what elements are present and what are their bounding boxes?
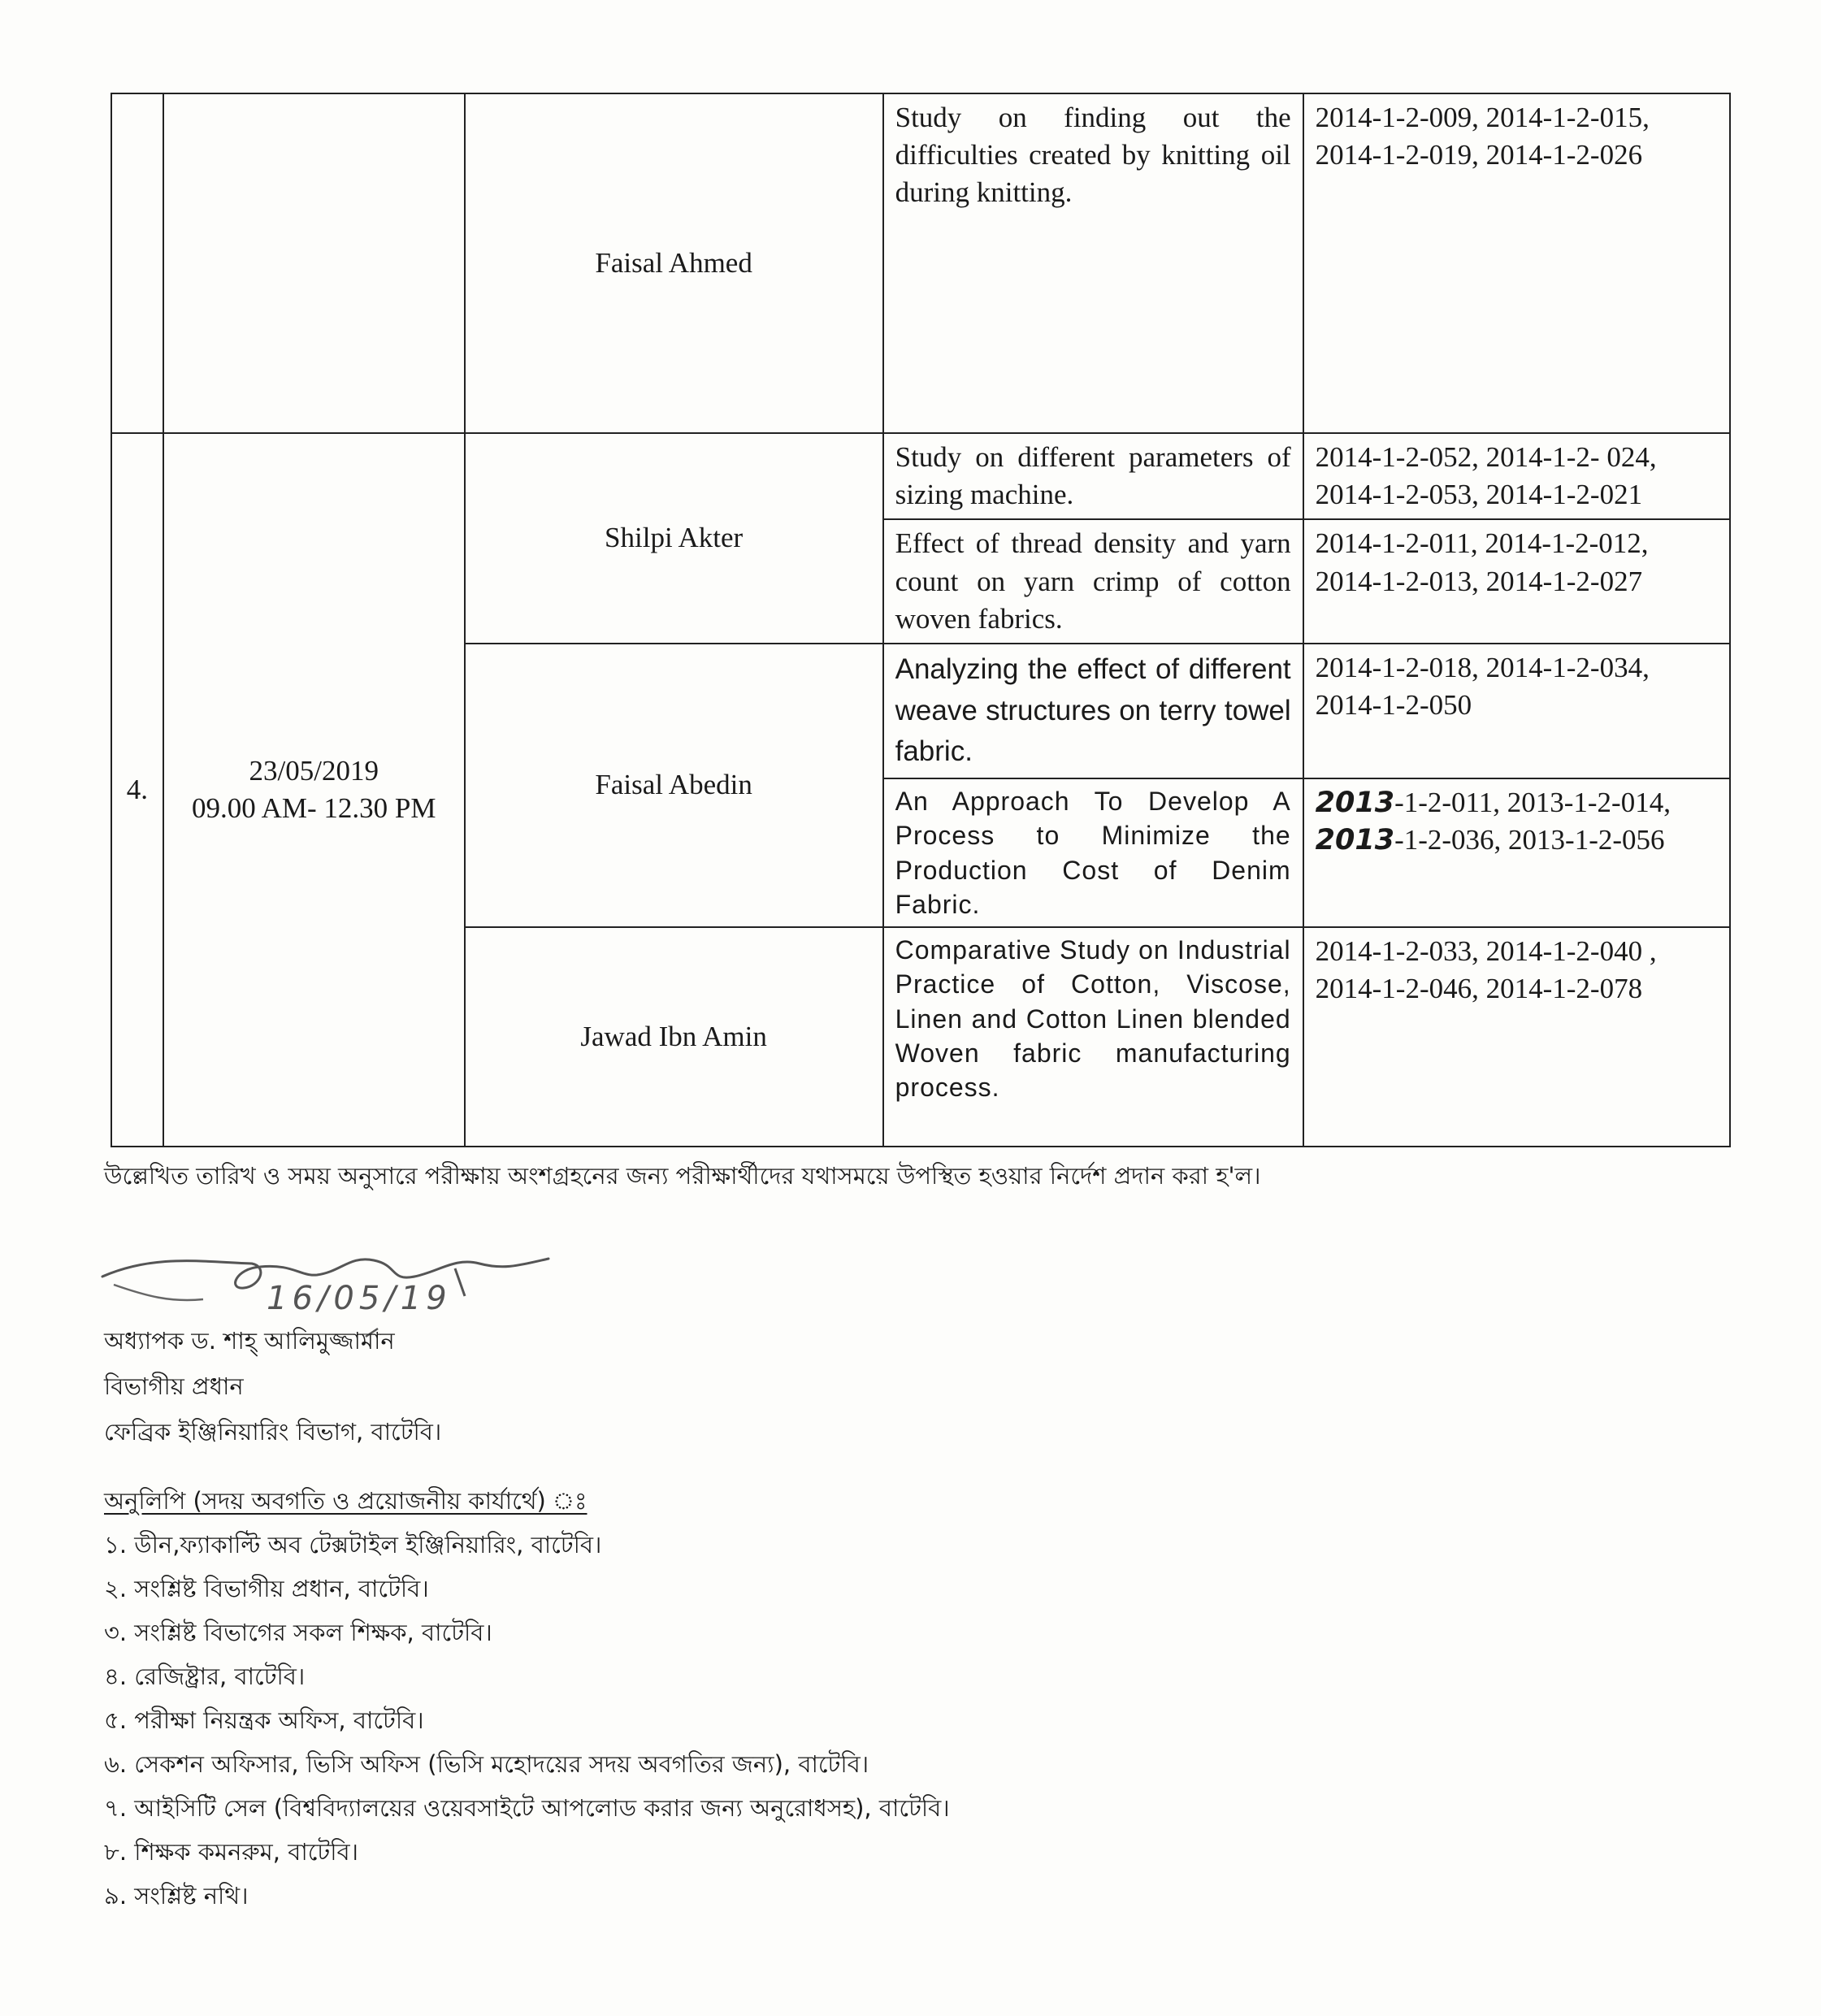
handwritten-year: 2013	[1315, 787, 1395, 820]
copy-to-block	[104, 1479, 950, 1918]
copy-to-heading: অনুলিপি (সদয় অবগতি ও প্রয়োজনীয় কার্যার্থে) ঃ	[104, 1487, 587, 1515]
list-item: ৭. আইসিটি সেল (বিশ্ববিদ্যালয়ের ওয়েবসাইটে আপলোড করার জন্য অনুরোধসহ), বাটেবি।	[104, 1794, 950, 1822]
supervisor-name: Faisal Ahmed	[595, 246, 752, 279]
student-ids-cell	[1303, 93, 1730, 433]
project-title: An Approach To Develop A Process to Minimize the Production Cost of Denim Fabric.	[895, 787, 1291, 919]
notice-text: উল্লেখিত তারিখ ও সময় অনুসারে পরীক্ষায় অংশগ্রহনের জন্য পরীক্ষার্থীদের যথাসময়ে উপস্থিত হওয়ার নির্দেশ প্রদান করা হ'ল।	[104, 1162, 1261, 1190]
supervisor-cell	[465, 433, 883, 644]
date-time-cell	[163, 433, 465, 1147]
student-ids: -1-2-011, 2013-1-2-014,	[1394, 787, 1671, 819]
signature-date: 16/05/19	[267, 1280, 452, 1317]
project-title-cell	[883, 433, 1303, 519]
list-item: ৫. পরীক্ষা নিয়ন্ত্রক অফিস, বাটেবি।	[104, 1706, 424, 1734]
project-title-cell	[883, 927, 1303, 1147]
serial-cell	[111, 93, 163, 433]
student-ids-cell	[1303, 433, 1730, 519]
signatory-department: ফেব্রিক ইঞ্জিনিয়ারিং বিভাগ, বাটেবি।	[104, 1418, 442, 1446]
project-title: Effect of thread density and yarn count on yarn crimp of cotton woven fabrics.	[895, 527, 1291, 635]
exam-date: 23/05/2019	[249, 754, 379, 787]
list-item: ৯. সংশ্লিষ্ট নথি।	[104, 1882, 249, 1910]
exam-time: 09.00 AM- 12.30 PM	[192, 792, 436, 825]
handwritten-year: 2013	[1315, 824, 1395, 857]
schedule-table	[111, 93, 1731, 1147]
serial-number: 4.	[126, 773, 149, 805]
project-title: Analyzing the effect of different weave structures on terry towel fabric.	[895, 652, 1291, 768]
student-ids-cell	[1303, 644, 1730, 778]
project-title: Study on finding out the difficulties created by knitting oil during knitting.	[895, 102, 1291, 209]
list-item: ২. সংশ্লিষ্ট বিভাগীয় প্রধান, বাটেবি।	[104, 1575, 429, 1602]
table-row	[111, 433, 1730, 519]
student-ids-cell	[1303, 519, 1730, 644]
supervisor-name: Jawad Ibn Amin	[580, 1021, 767, 1053]
signatory-designation: বিভাগীয় প্রধান	[104, 1372, 244, 1400]
supervisor-cell	[465, 644, 883, 927]
list-item: ৪. রেজিষ্ট্রার, বাটেবি।	[104, 1663, 306, 1690]
project-title: Study on different parameters of sizing machine.	[895, 441, 1291, 511]
serial-cell	[111, 433, 163, 1147]
student-ids: 2014-1-2-009, 2014-1-2-015, 2014-1-2-019, 2014-1-2-026	[1315, 102, 1650, 171]
supervisor-name: Faisal Abedin	[595, 769, 752, 801]
date-cell	[163, 93, 465, 433]
project-title-cell	[883, 644, 1303, 778]
signatory-block	[104, 1318, 441, 1455]
student-ids: 2014-1-2-033, 2014-1-2-040 , 2014-1-2-046, 2014-1-2-078	[1315, 935, 1657, 1005]
student-ids-cell	[1303, 927, 1730, 1147]
student-ids: 2014-1-2-052, 2014-1-2- 024, 2014-1-2-053, 2014-1-2-021	[1315, 441, 1657, 511]
table-row	[111, 93, 1730, 433]
project-title-cell	[883, 93, 1303, 433]
student-ids-cell	[1303, 778, 1730, 927]
project-title-cell	[883, 778, 1303, 927]
list-item: ১. ডীন,ফ্যাকাল্টি অব টেক্সটাইল ইঞ্জিনিয়ারিং, বাটেবি।	[104, 1531, 602, 1559]
student-ids: 2014-1-2-018, 2014-1-2-034, 2014-1-2-050	[1315, 651, 1650, 722]
project-title-cell	[883, 519, 1303, 644]
signatory-name: অধ্যাপক ড. শাহ্ আলিমুজ্জামান	[104, 1327, 395, 1355]
student-ids: -1-2-036, 2013-1-2-056	[1394, 824, 1665, 856]
list-item: ৮. শিক্ষক কমনরুম, বাটেবি।	[104, 1838, 359, 1866]
list-item: ৬. সেকশন অফিসার, ভিসি অফিস (ভিসি মহোদয়ের সদয় অবগতির জন্য), বাটেবি।	[104, 1750, 869, 1778]
project-title: Comparative Study on Industrial Practice of Cotton, Viscose, Linen and Cotton Linen blended Woven fabric manufacturing process.	[895, 935, 1291, 1103]
supervisor-name: Shilpi Akter	[605, 522, 744, 554]
copy-to-list	[104, 1523, 950, 1918]
supervisor-cell	[465, 93, 883, 433]
student-ids: 2014-1-2-011, 2014-1-2-012, 2014-1-2-013, 2014-1-2-027	[1315, 527, 1649, 597]
supervisor-cell	[465, 927, 883, 1147]
list-item: ৩. সংশ্লিষ্ট বিভাগের সকল শিক্ষক, বাটেবি।	[104, 1619, 492, 1646]
